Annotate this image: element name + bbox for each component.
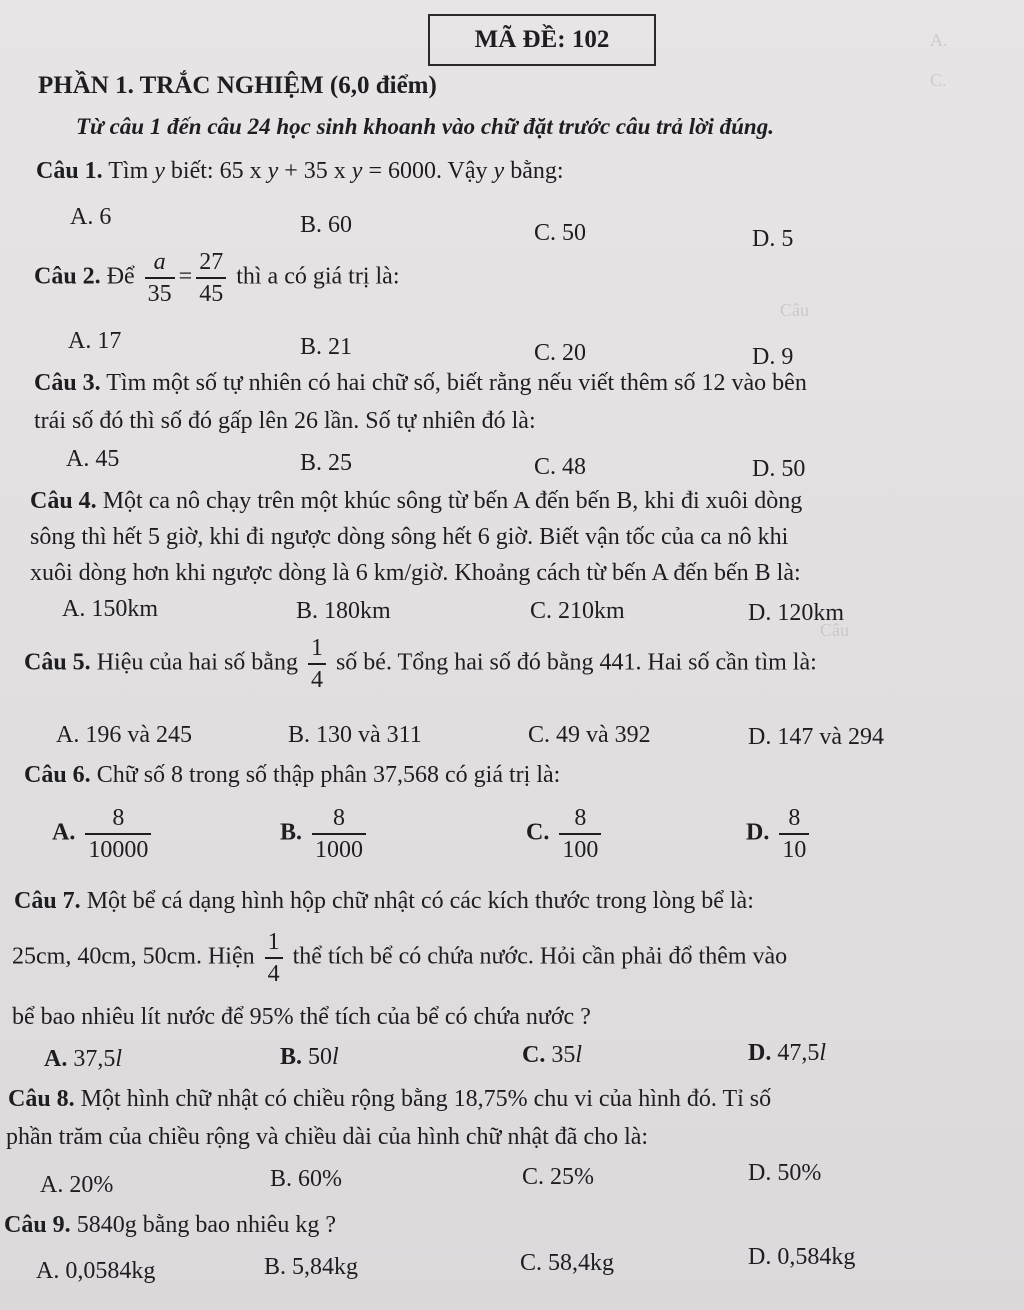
variable-y: y <box>351 158 363 184</box>
question-2 <box>34 250 400 306</box>
option-letter: D. <box>746 819 770 846</box>
variable-y: y <box>493 158 505 184</box>
q8-option-a[interactable]: A. 20% <box>40 1172 114 1198</box>
question-text: thì a có giá trị là: <box>236 263 400 290</box>
fraction-8-10000: $\frac{8}{10000}$ <box>85 806 151 862</box>
show-through-text: C. <box>930 70 947 90</box>
question-label: Câu 8. <box>8 1086 75 1112</box>
equals-sign: = <box>178 263 193 290</box>
variable-y: y <box>154 158 165 184</box>
question-8-line-2: phần trăm của chiều rộng và chiều dài của hình chữ nhật đã cho là: <box>6 1124 649 1150</box>
question-8 <box>8 1086 771 1113</box>
q8-option-b[interactable]: B. 60% <box>270 1166 342 1192</box>
show-through-text: A. <box>930 30 948 50</box>
question-1 <box>36 158 564 185</box>
question-7-line-3: bể bao nhiêu lít nước để 95% thể tích của bể có chứa nước ? <box>12 1004 591 1030</box>
fraction-1-4: $\frac{1}{4}$ <box>308 636 326 692</box>
instruction: Từ câu 1 đến câu 24 học sinh khoanh vào chữ đặt trước câu trả lời đúng. <box>76 114 774 139</box>
q6-option-a[interactable] <box>52 806 155 862</box>
q3-option-d[interactable]: D. 50 <box>752 456 806 482</box>
question-text: số bé. Tổng hai số đó bằng 441. Hai số cần tìm là: <box>335 649 817 676</box>
q9-option-d[interactable]: D. 0,584kg <box>748 1244 856 1270</box>
question-text: bằng: <box>510 158 564 184</box>
question-label: Câu 1. <box>36 158 103 184</box>
question-4-line-2: sông thì hết 5 giờ, khi đi ngược dòng sông hết 6 giờ. Biết vận tốc của ca nô khi <box>30 524 789 550</box>
q1-option-d[interactable]: D. 5 <box>752 226 794 252</box>
q3-option-a[interactable]: A. 45 <box>66 446 120 472</box>
fraction-8-1000: $\frac{8}{1000}$ <box>312 806 366 862</box>
q4-option-a[interactable]: A. 150km <box>62 596 158 622</box>
exam-code-box <box>428 14 656 66</box>
question-label: Câu 7. <box>14 888 81 914</box>
question-7-line-2 <box>12 930 787 986</box>
question-text: Chữ số 8 trong số thập phân 37,568 có giá trị là: <box>96 762 561 788</box>
fraction-1-4: $\frac{1}{4}$ <box>265 930 283 986</box>
q2-option-a[interactable]: A. 17 <box>68 328 122 354</box>
q8-option-d[interactable]: D. 50% <box>748 1160 822 1186</box>
fraction-a-35: $\frac{a}{35}$ <box>145 250 175 306</box>
exam-code: MÃ ĐỀ: 102 <box>474 26 610 53</box>
option-letter: D. <box>748 1040 772 1066</box>
question-label: Câu 6. <box>24 762 91 788</box>
q1-option-a[interactable]: A. 6 <box>70 204 112 230</box>
question-text: Hiệu của hai số bằng <box>96 649 298 676</box>
option-letter: B. <box>280 1044 303 1070</box>
q4-option-c[interactable]: C. 210km <box>530 598 625 624</box>
question-5 <box>24 636 817 692</box>
question-7 <box>14 888 754 915</box>
question-text: 5840g bằng bao nhiêu kg ? <box>76 1212 336 1238</box>
question-label: Câu 2. <box>34 263 101 290</box>
question-text: Để <box>106 263 135 290</box>
q6-option-c[interactable] <box>526 806 605 862</box>
q1-option-b[interactable]: B. 60 <box>300 212 353 238</box>
q9-option-b[interactable]: B. 5,84kg <box>264 1254 359 1280</box>
q1-option-c[interactable]: C. 50 <box>534 220 587 246</box>
question-text: 25cm, 40cm, 50cm. Hiện <box>12 943 255 970</box>
question-label: Câu 3. <box>34 370 101 396</box>
q7-option-a[interactable]: A. 37,5l <box>44 1046 123 1072</box>
question-4 <box>30 488 802 515</box>
q5-option-b[interactable]: B. 130 và 311 <box>288 722 422 748</box>
q7-option-b[interactable]: B. 50l <box>280 1044 339 1070</box>
question-3 <box>34 370 807 397</box>
question-text: biết: 65 x <box>170 158 262 184</box>
question-text: = 6000. Vậy <box>368 158 488 184</box>
question-text: + 35 x <box>284 158 346 184</box>
q8-option-c[interactable]: C. 25% <box>522 1164 594 1190</box>
option-letter: A. <box>52 819 76 846</box>
option-letter: C. <box>526 819 550 846</box>
option-letter: A. <box>44 1046 68 1072</box>
question-label: Câu 4. <box>30 488 97 514</box>
q4-option-b[interactable]: B. 180km <box>296 598 391 624</box>
q7-option-d[interactable]: D. 47,5l <box>748 1040 827 1066</box>
q2-option-c[interactable]: C. 20 <box>534 340 587 366</box>
q3-option-c[interactable]: C. 48 <box>534 454 587 480</box>
question-text: thể tích bể có chứa nước. Hỏi cần phải đổ thêm vào <box>292 943 788 970</box>
option-letter: C. <box>522 1042 546 1068</box>
question-text: Một hình chữ nhật có chiều rộng bằng 18,75% chu vi của hình đó. Tỉ số <box>80 1086 772 1112</box>
question-6 <box>24 762 560 789</box>
show-through-text: Câu <box>780 300 809 320</box>
q2-option-b[interactable]: B. 21 <box>300 334 353 360</box>
q5-option-a[interactable]: A. 196 và 245 <box>56 722 192 748</box>
question-4-line-3: xuôi dòng hơn khi ngược dòng là 6 km/giờ. Khoảng cách từ bến A đến bến B là: <box>30 560 801 586</box>
question-text: Một ca nô chạy trên một khúc sông từ bến A đến bến B, khi đi xuôi dòng <box>102 488 803 514</box>
q5-option-d[interactable]: D. 147 và 294 <box>748 724 884 750</box>
question-text: Tìm <box>108 158 149 184</box>
fraction-8-100: $\frac{8}{100}$ <box>559 806 601 862</box>
question-label: Câu 5. <box>24 649 91 676</box>
q6-option-b[interactable] <box>280 806 370 862</box>
q6-option-d[interactable] <box>746 806 813 862</box>
fraction-8-10: $\frac{8}{10}$ <box>779 806 809 862</box>
q7-option-c[interactable]: C. 35l <box>522 1042 583 1068</box>
show-through-text: Câu <box>820 620 849 640</box>
question-3-line-2: trái số đó thì số đó gấp lên 26 lần. Số tự nhiên đó là: <box>34 408 536 434</box>
option-letter: B. <box>280 819 303 846</box>
q2-option-d[interactable]: D. 9 <box>752 344 794 370</box>
q9-option-a[interactable]: A. 0,0584kg <box>36 1258 156 1284</box>
question-label: Câu 9. <box>4 1212 71 1238</box>
variable-y: y <box>267 158 279 184</box>
q9-option-c[interactable]: C. 58,4kg <box>520 1250 615 1276</box>
question-text: Một bể cá dạng hình hộp chữ nhật có các kích thước trong lòng bể là: <box>86 888 754 914</box>
question-text: Tìm một số tự nhiên có hai chữ số, biết rằng nếu viết thêm số 12 vào bên <box>106 370 807 396</box>
fraction-27-45: $\frac{27}{45}$ <box>196 250 226 306</box>
q4-option-d[interactable]: D. 120km <box>748 600 844 626</box>
question-9 <box>4 1212 336 1239</box>
q5-option-c[interactable]: C. 49 và 392 <box>528 722 651 748</box>
section-title: PHẦN 1. TRẮC NGHIỆM (6,0 điểm) <box>38 72 437 99</box>
q3-option-b[interactable]: B. 25 <box>300 450 353 476</box>
